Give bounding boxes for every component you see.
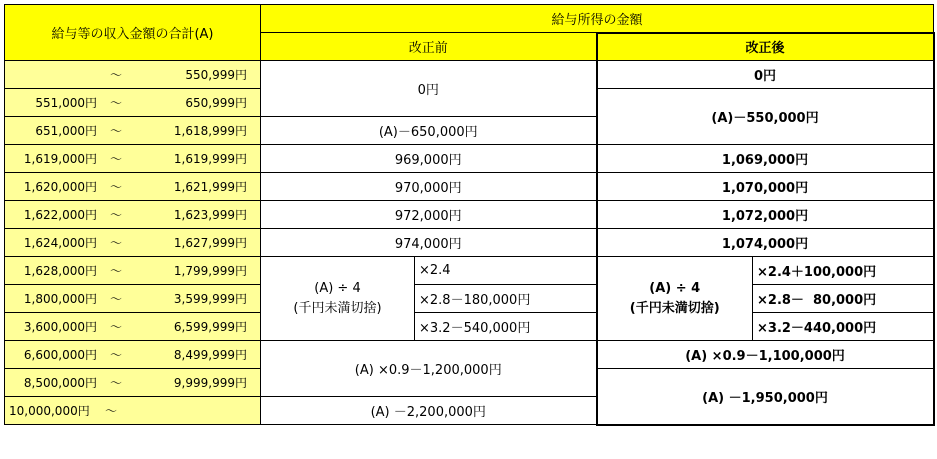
before-m2: ×2.8－180,000円 (415, 285, 597, 313)
after-m3: ×3.2－440,000円 (753, 313, 934, 341)
after-r7: 1,074,000円 (597, 229, 934, 257)
before-r6: 972,000円 (261, 201, 597, 229)
header-income: 給与等の収入金額の合計(A) (5, 5, 261, 61)
after-r11: (A) ×0.9－1,100,000円 (597, 341, 934, 369)
after-r6: 1,072,000円 (597, 201, 934, 229)
after-divide-line1: (A) ÷ 4 (649, 280, 701, 296)
before-r11: (A) ×0.9－1,200,000円 (261, 341, 597, 397)
after-m1: ×2.4＋100,000円 (753, 257, 934, 285)
income-range: 8,500,000円 ～ 9,999,999円 (5, 369, 261, 397)
after-divide-line2: (千円未満切捨) (629, 300, 720, 316)
income-table (4, 4, 935, 426)
income-range: 1,622,000円 ～ 1,623,999円 (5, 201, 261, 229)
before-m1: ×2.4 (415, 257, 597, 285)
after-r2: (A)－550,000円 (597, 89, 934, 145)
before-r13: (A) －2,200,000円 (261, 397, 597, 425)
header-after: 改正後 (597, 33, 934, 61)
before-r7: 974,000円 (261, 229, 597, 257)
income-range: 3,600,000円 ～ 6,599,999円 (5, 313, 261, 341)
after-r4: 1,069,000円 (597, 145, 934, 173)
before-divide (261, 257, 415, 341)
after-divide (597, 257, 753, 341)
after-m2: ×2.8－ 80,000円 (753, 285, 934, 313)
before-divide-line2: (千円未満切捨) (293, 300, 382, 316)
before-r3: (A)－650,000円 (261, 117, 597, 145)
header-amount: 給与所得の金額 (261, 5, 934, 33)
header-before: 改正前 (261, 33, 597, 61)
after-r12: (A) －1,950,000円 (597, 369, 934, 425)
income-range: 651,000円 ～ 1,618,999円 (5, 117, 261, 145)
income-range: 10,000,000円 ～ (5, 397, 261, 425)
before-m3: ×3.2－540,000円 (415, 313, 597, 341)
before-divide-line1: (A) ÷ 4 (314, 280, 361, 296)
income-range: 6,600,000円 ～ 8,499,999円 (5, 341, 261, 369)
income-range: 1,800,000円 ～ 3,599,999円 (5, 285, 261, 313)
before-r5: 970,000円 (261, 173, 597, 201)
after-r1: 0円 (597, 61, 934, 89)
income-range: 1,624,000円 ～ 1,627,999円 (5, 229, 261, 257)
after-r5: 1,070,000円 (597, 173, 934, 201)
before-r4: 969,000円 (261, 145, 597, 173)
income-range: 551,000円 ～ 650,999円 (5, 89, 261, 117)
income-range: 1,620,000円 ～ 1,621,999円 (5, 173, 261, 201)
income-range: ～ 550,999円 (5, 61, 261, 89)
income-range: 1,619,000円 ～ 1,619,999円 (5, 145, 261, 173)
income-range: 1,628,000円 ～ 1,799,999円 (5, 257, 261, 285)
before-zero: 0円 (261, 61, 597, 117)
